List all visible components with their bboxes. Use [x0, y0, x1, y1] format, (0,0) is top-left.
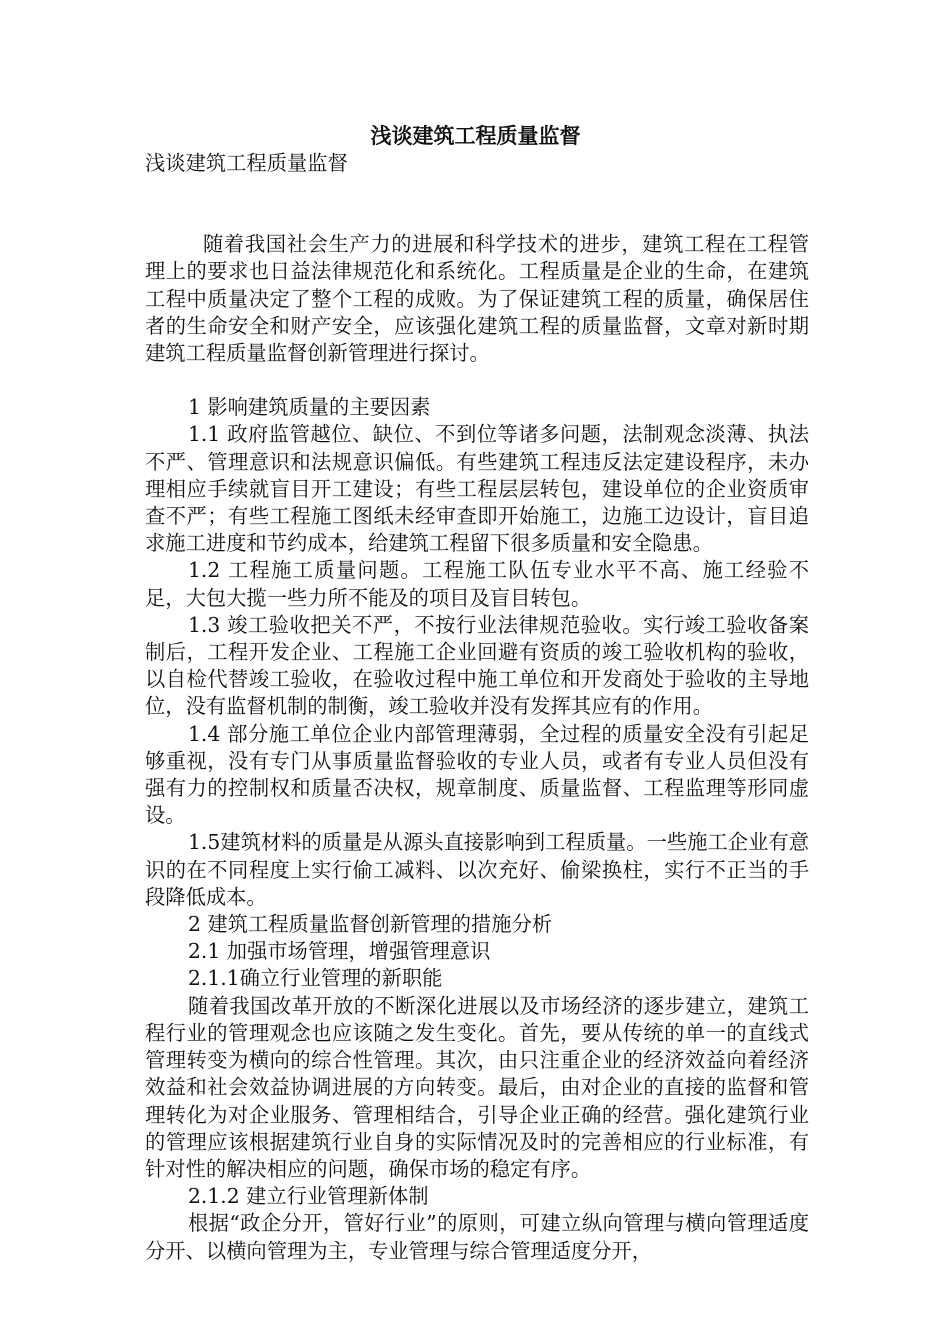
intro-paragraph: 随着我国社会生产力的进展和科学技术的进步，建筑工程在工程管理上的要求也日益法律规范化和系统化。工程质量是企业的生命，在建筑工程中质量决定了整个工程的成败。为了保证建筑工程的质量，确保居住者的生命安全和财产安全，应该强化建筑工程的质量监督，文章对新时期建筑工程质量监督创新管理进行探讨。: [145, 232, 809, 366]
paragraph-2-1-1: 随着我国改革开放的不断深化进展以及市场经济的逐步建立，建筑工程行业的管理观念也应该随之发生变化。首先，要从传统的单一的直线式管理转变为横向的综合性管理。其次，由只注重企业的经济效益向着经济效益和社会效益协调进展的方向转变。最后，由对企业的直接的监督和管理转化为对企业服务、管理相结合，引导企业正确的经营。强化建筑行业的管理应该根据建筑行业自身的实际情况及时的完善相应的行业标准，有针对性的解决相应的问题，确保市场的稳定有序。: [145, 993, 809, 1181]
paragraph-1-5: 1.5建筑材料的质量是从源头直接影响到工程质量。一些施工企业有意识的在不同程度上实行偷工减料、以次充好、偷梁换柱，实行不正当的手段降低成本。: [145, 830, 809, 909]
document-title: 浅谈建筑工程质量监督: [370, 123, 581, 148]
subsection-heading-2-1-1: 2.1.1确立行业管理的新职能: [188, 966, 443, 991]
document-body: [145, 150, 809, 1265]
paragraph-1-2: 1.2 工程施工质量问题。工程施工队伍专业水平不高、施工经验不足，大包大揽一些力所不能及的项目及盲目转包。: [145, 558, 809, 610]
section-heading-1: 1 影响建筑质量的主要因素: [188, 395, 431, 420]
section-heading-2: 2 建筑工程质量监督创新管理的措施分析: [188, 912, 553, 937]
blank-line: [145, 204, 809, 231]
blank-line: [145, 177, 809, 204]
paragraph-1-4: 1.4 部分施工单位企业内部管理薄弱，全过程的质量安全没有引起足够重视，没有专门从事质量监督验收的专业人员，或者有专业人员但没有强有力的控制权和质量否决权，规章制度、质量监督、工程监理等形同虚设。: [145, 721, 809, 828]
subsection-heading-2-1-2: 2.1.2 建立行业管理新体制: [188, 1184, 429, 1209]
blank-line: [145, 367, 809, 394]
paragraph-1-3: 1.3 竣工验收把关不严，不按行业法律规范验收。实行竣工验收备案制后，工程开发企业、工程施工企业回避有资质的竣工验收机构的验收，以自检代替竣工验收，在验收过程中施工单位和开发商处于验收的主导地位，没有监督机制的制衡，竣工验收并没有发挥其应有的作用。: [145, 612, 809, 719]
subsection-heading-2-1: 2.1 加强市场管理，增强管理意识: [188, 939, 491, 964]
paragraph-2-1-2: 根据“政企分开，管好行业”的原则，可建立纵向管理与横向管理适度分开、以横向管理为主，专业管理与综合管理适度分开，: [145, 1211, 809, 1263]
paragraph-1-1: 1.1 政府监管越位、缺位、不到位等诸多问题，法制观念淡薄、执法不严、管理意识和法规意识偏低。有些建筑工程违反法定建设程序，未办理相应手续就盲目开工建设；有些工程层层转包，建设单位的企业资质审查不严；有些工程施工图纸未经审查即开始施工，边施工边设计，盲目追求施工进度和节约成本，给建筑工程留下很多质量和安全隐患。: [145, 422, 809, 556]
document-subtitle: 浅谈建筑工程质量监督: [145, 151, 348, 175]
